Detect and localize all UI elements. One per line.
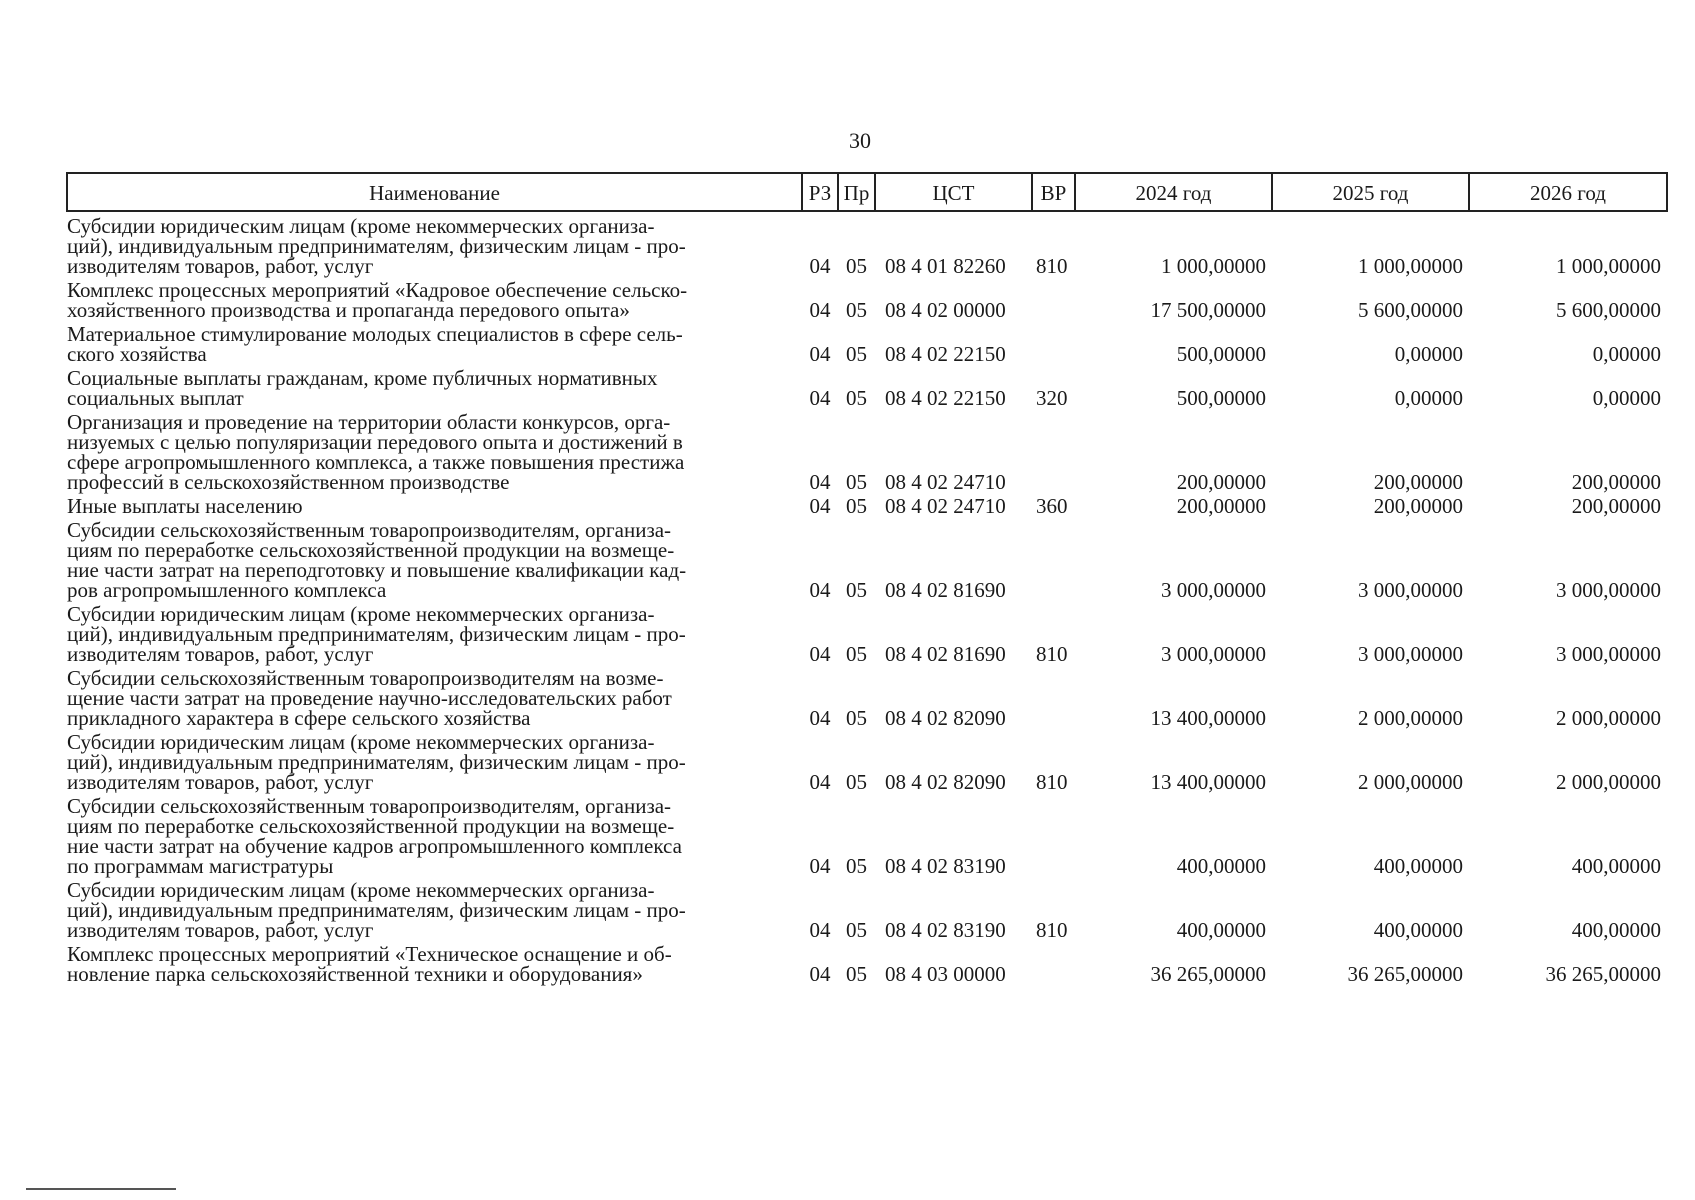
- cell-2025: 3 000,00000: [1358, 642, 1463, 666]
- cell-rz: 04: [809, 386, 831, 410]
- cell-name: Субсидии сельскохозяйственным товаропроизводителям на возме- щение части затрат на проведение научно-исследовательских работ прикладного характера в сфере сельского хозяйства: [67, 666, 672, 730]
- table-row: [67, 794, 1667, 878]
- cell-2024: 200,00000: [1176, 494, 1266, 518]
- cell-2026: 200,00000: [1571, 494, 1661, 518]
- cell-rz: 04: [809, 578, 831, 602]
- cell-cst: 08 4 02 00000: [885, 298, 1006, 322]
- table-body: [67, 211, 1667, 986]
- cell-2026: 1 000,00000: [1556, 254, 1661, 278]
- table-row: [67, 666, 1667, 730]
- cell-rz: 04: [809, 470, 831, 494]
- cell-2024: 36 265,00000: [1150, 962, 1266, 986]
- table-row: [67, 278, 1667, 322]
- cell-vr: 810: [1036, 918, 1068, 942]
- cell-2025: 400,00000: [1373, 854, 1463, 878]
- cell-2026: 3 000,00000: [1556, 578, 1661, 602]
- cell-2024: 3 000,00000: [1161, 578, 1266, 602]
- cell-2024: 500,00000: [1176, 342, 1266, 366]
- cell-vr: [1032, 942, 1075, 986]
- cell-cst: 08 4 02 83190: [885, 918, 1006, 942]
- header-cst: ЦСТ: [875, 173, 1032, 211]
- header-vr: ВР: [1032, 173, 1075, 211]
- header-2024: 2024 год: [1075, 173, 1272, 211]
- cell-name: Комплекс процессных мероприятий «Техническое оснащение и об- новление парка сельскохозяйственной техники и оборудования»: [67, 942, 672, 986]
- cell-2024: 1 000,00000: [1161, 254, 1266, 278]
- table-row: [67, 410, 1667, 494]
- cell-2024: 13 400,00000: [1150, 770, 1266, 794]
- cell-vr: [1032, 794, 1075, 878]
- table-row: [67, 211, 1667, 278]
- table-row: [67, 878, 1667, 942]
- cell-pr: 05: [846, 578, 867, 602]
- cell-cst: 08 4 03 00000: [885, 962, 1006, 986]
- cell-name: Организация и проведение на территории области конкурсов, орга- низуемых с целью популяризации передового опыта и достижений в сфере агропромышленного комплекса, а также повышения престижа профессий в сельскохозяйственном производстве: [67, 410, 685, 494]
- cell-name: Субсидии юридическим лицам (кроме некоммерческих организа- ций), индивидуальным предпринимателям, физическим лицам - про- изводителям товаров, работ, услуг: [67, 602, 686, 666]
- cell-pr: 05: [846, 962, 867, 986]
- cell-2025: 36 265,00000: [1347, 962, 1463, 986]
- cell-2026: 36 265,00000: [1545, 962, 1661, 986]
- table-row: [67, 494, 1667, 518]
- cell-vr: [1032, 518, 1075, 602]
- page-number: 30: [849, 128, 871, 153]
- cell-2025: 3 000,00000: [1358, 578, 1463, 602]
- cell-name: Субсидии сельскохозяйственным товаропроизводителям, организа- циям по переработке сельскохозяйственной продукции на возмеще- ние части затрат на обучение кадров агропромышленного комплекса по программам магистратуры: [67, 794, 682, 878]
- cell-2024: 200,00000: [1176, 470, 1266, 494]
- cell-2024: 400,00000: [1176, 918, 1266, 942]
- cell-vr: 360: [1036, 494, 1068, 518]
- cell-2024: 3 000,00000: [1161, 642, 1266, 666]
- cell-name: Субсидии юридическим лицам (кроме некоммерческих организа- ций), индивидуальным предпринимателям, физическим лицам - про- изводителям товаров, работ, услуг: [67, 878, 686, 942]
- cell-cst: 08 4 02 24710: [885, 470, 1006, 494]
- cell-2026: 400,00000: [1571, 918, 1661, 942]
- cell-2026: 400,00000: [1571, 854, 1661, 878]
- cell-2025: 400,00000: [1373, 918, 1463, 942]
- header-2025: 2025 год: [1272, 173, 1469, 211]
- cell-pr: 05: [846, 706, 867, 730]
- cell-pr: 05: [846, 342, 867, 366]
- cell-vr: [1032, 322, 1075, 366]
- cell-2024: 17 500,00000: [1150, 298, 1266, 322]
- table-row: [67, 366, 1667, 410]
- cell-2026: 0,00000: [1592, 386, 1661, 410]
- cell-2026: 5 600,00000: [1556, 298, 1661, 322]
- cell-name: Иные выплаты населению: [67, 494, 303, 518]
- cell-pr: 05: [846, 642, 867, 666]
- cell-cst: 08 4 02 82090: [885, 706, 1006, 730]
- cell-2024: 500,00000: [1176, 386, 1266, 410]
- cell-pr: 05: [846, 386, 867, 410]
- cell-cst: 08 4 02 22150: [885, 386, 1006, 410]
- cell-2025: 1 000,00000: [1358, 254, 1463, 278]
- cell-cst: 08 4 02 81690: [885, 642, 1006, 666]
- cell-rz: 04: [809, 254, 831, 278]
- cell-rz: 04: [809, 494, 831, 518]
- cell-2025: 2 000,00000: [1358, 770, 1463, 794]
- cell-name: Субсидии юридическим лицам (кроме некоммерческих организа- ций), индивидуальным предпринимателям, физическим лицам - про- изводителям товаров, работ, услуг: [67, 214, 686, 278]
- cell-pr: 05: [846, 298, 867, 322]
- cell-2024: 400,00000: [1176, 854, 1266, 878]
- cell-rz: 04: [809, 962, 831, 986]
- cell-rz: 04: [809, 642, 831, 666]
- cell-vr: [1032, 410, 1075, 494]
- cell-2025: 0,00000: [1394, 342, 1463, 366]
- cell-name: Материальное стимулирование молодых специалистов в сфере сель- ского хозяйства: [67, 322, 683, 366]
- cell-name: Комплекс процессных мероприятий «Кадровое обеспечение сельско- хозяйственного производства и пропаганда передового опыта»: [67, 278, 688, 322]
- cell-2026: 0,00000: [1592, 342, 1661, 366]
- header-pr: Пр: [838, 173, 875, 211]
- cell-cst: 08 4 02 82090: [885, 770, 1006, 794]
- cell-2026: 2 000,00000: [1556, 770, 1661, 794]
- cell-cst: 08 4 01 82260: [885, 254, 1006, 278]
- cell-pr: 05: [846, 770, 867, 794]
- table-row: [67, 730, 1667, 794]
- cell-cst: 08 4 02 24710: [885, 494, 1006, 518]
- footer-divider: [26, 1188, 176, 1190]
- table-row: [67, 942, 1667, 986]
- table-header: [67, 173, 1667, 211]
- cell-rz: 04: [809, 298, 831, 322]
- header-name: Наименование: [67, 173, 802, 211]
- header-2026: 2026 год: [1469, 173, 1667, 211]
- cell-2026: 200,00000: [1571, 470, 1661, 494]
- cell-pr: 05: [846, 470, 867, 494]
- cell-vr: 320: [1036, 386, 1068, 410]
- cell-name: Социальные выплаты гражданам, кроме публичных нормативных социальных выплат: [67, 366, 658, 410]
- table-row: [67, 602, 1667, 666]
- cell-cst: 08 4 02 81690: [885, 578, 1006, 602]
- cell-rz: 04: [809, 918, 831, 942]
- cell-pr: 05: [846, 494, 867, 518]
- cell-2024: 13 400,00000: [1150, 706, 1266, 730]
- cell-pr: 05: [846, 918, 867, 942]
- cell-2026: 3 000,00000: [1556, 642, 1661, 666]
- cell-vr: 810: [1036, 770, 1068, 794]
- cell-pr: 05: [846, 854, 867, 878]
- cell-pr: 05: [846, 254, 867, 278]
- cell-vr: 810: [1036, 642, 1068, 666]
- cell-2025: 0,00000: [1394, 386, 1463, 410]
- cell-rz: 04: [809, 706, 831, 730]
- cell-cst: 08 4 02 83190: [885, 854, 1006, 878]
- cell-vr: 810: [1036, 254, 1068, 278]
- table-row: [67, 518, 1667, 602]
- cell-cst: 08 4 02 22150: [885, 342, 1006, 366]
- budget-table: [66, 172, 1668, 986]
- table-row: [67, 322, 1667, 366]
- cell-2025: 200,00000: [1373, 470, 1463, 494]
- header-rz: РЗ: [802, 173, 838, 211]
- cell-2025: 2 000,00000: [1358, 706, 1463, 730]
- cell-2025: 5 600,00000: [1358, 298, 1463, 322]
- cell-vr: [1032, 278, 1075, 322]
- cell-2026: 2 000,00000: [1556, 706, 1661, 730]
- cell-vr: [1032, 666, 1075, 730]
- cell-rz: 04: [809, 770, 831, 794]
- cell-name: Субсидии сельскохозяйственным товаропроизводителям, организа- циям по переработке сельскохозяйственной продукции на возмеще- ние части затрат на переподготовку и повышение квалификации кад- ров агропромышленного комплекса: [67, 518, 687, 602]
- cell-name: Субсидии юридическим лицам (кроме некоммерческих организа- ций), индивидуальным предпринимателям, физическим лицам - про- изводителям товаров, работ, услуг: [67, 730, 686, 794]
- cell-2025: 200,00000: [1373, 494, 1463, 518]
- cell-rz: 04: [809, 342, 831, 366]
- cell-rz: 04: [809, 854, 831, 878]
- header-row: [67, 173, 1667, 211]
